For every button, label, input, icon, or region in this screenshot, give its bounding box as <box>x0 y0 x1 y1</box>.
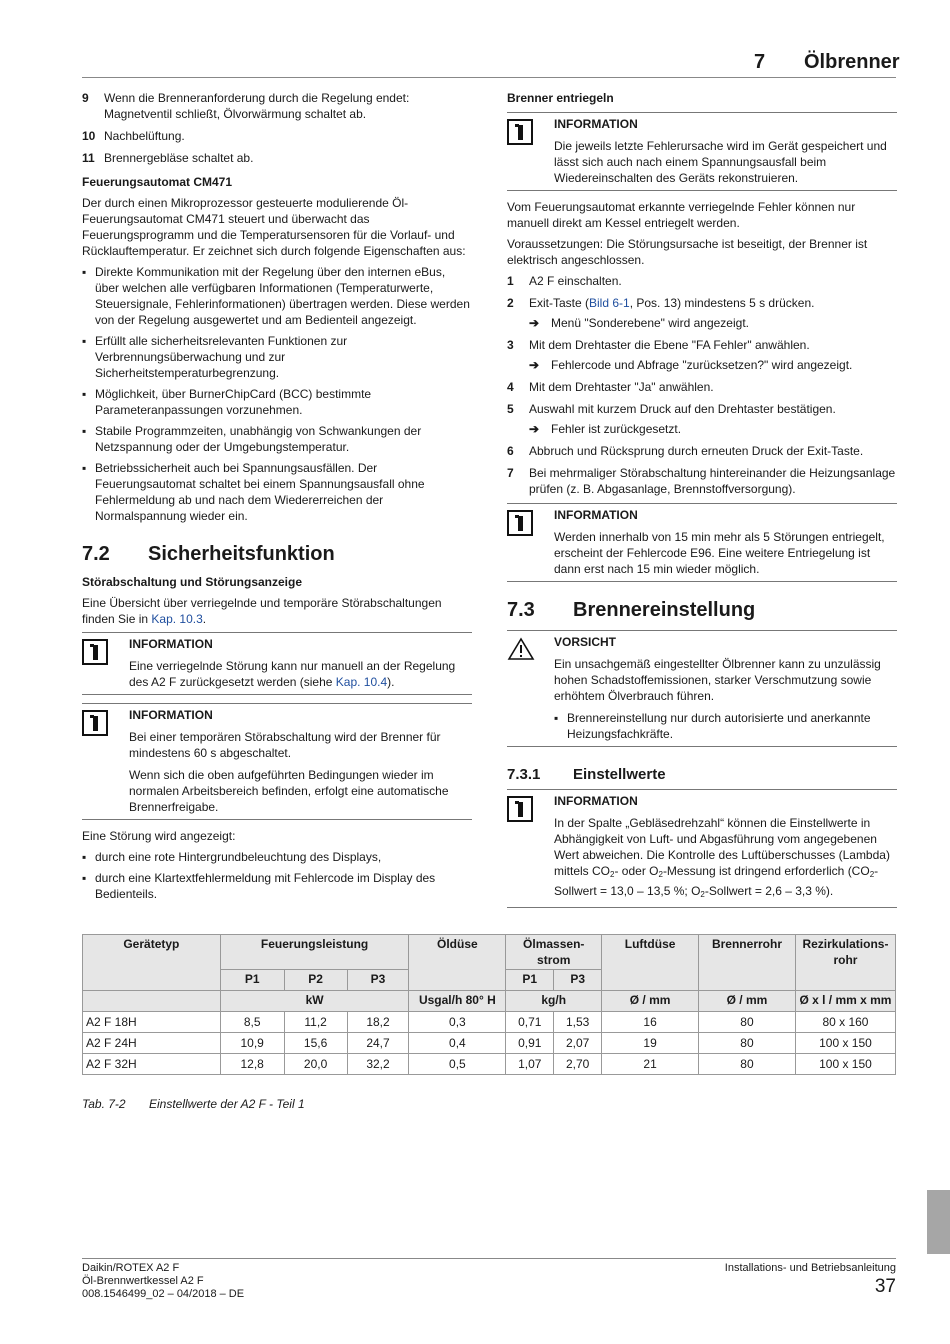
table-row: A2 F 18H 8,5 11,2 18,2 0,3 0,71 1,53 16 80 80 x 160 <box>83 1012 896 1033</box>
th-oelmassenstrom: Ölmassen-strom <box>506 935 602 970</box>
info-icon <box>507 796 533 822</box>
footer-doc-type: Installations- und Betriebsanleitung <box>724 1262 896 1274</box>
th-m-p1: P1 <box>506 970 554 991</box>
step-item: 6 Abbruch und Rücksprung durch erneuten Druck der Exit-Taste. <box>507 444 864 458</box>
information-box <box>507 112 897 191</box>
table-row: A2 F 32H 12,8 20,0 32,2 0,5 1,07 2,70 21 80 100 x 150 <box>83 1054 896 1075</box>
step-item: 5 Auswahl mit kurzem Druck auf den Drehtaster bestätigen. <box>507 402 836 416</box>
step-item: 9 Wenn die Brenneranforderung durch die Regelung endet: Magnetventil schließt, Ölvorwärmung schaltet ab. <box>82 91 410 121</box>
info-text: In der Spalte „Gebläsedrehzahl“ können die Einstellwerte in Abhängigkeit von Luft- und Abgasführung vom angegebenen Wert abweichen. Die Kontrolle des Luftüberschusses (Lambda) mittels $CO_2-$ oder $O_2$-Messung ist dringend erforderlich ($CO_2$-Sollwert = 13,0 – 13,5 %; $O_2$-Sollwert = 2,6 – 3,3 %). <box>554 816 890 899</box>
th-unit-usgal: Usgal/h 80° H <box>409 991 506 1012</box>
settings-table <box>82 934 896 1075</box>
paragraph: Vom Feuerungsautomat erkannte verriegelnde Fehler können nur manuell direkt am Kessel entriegelt werden. <box>507 200 856 230</box>
th-p2: P2 <box>284 970 347 991</box>
table-caption: Tab. 7-2 Einstellwerte der A2 F - Teil 1 <box>82 1097 305 1111</box>
th-rezirkulationsrohr: Rezirkulations-rohr <box>795 935 895 991</box>
bullet-item: ▪ Betriebssicherheit auch bei Spannungsausfällen. Der Feuerungsautomat schaltet bei einem Spannungsausfall ohne Fehlermeldung ab und nach dem Wiedererreichen der Normalspannung wieder ein. <box>82 461 425 523</box>
link-kap-10-4[interactable]: Kap. 10.4 <box>335 675 388 689</box>
bullet-item: ▪ durch eine rote Hintergrundbeleuchtung des Displays, <box>82 850 382 864</box>
step-item: 3 Mit dem Drehtaster die Ebene "FA Fehler" anwählen. <box>507 338 810 352</box>
step-item: 2 Exit-Taste (Bild 6-1, Pos. 13) mindestens 5 s drücken. <box>507 296 815 310</box>
stoer-paragraph: Eine Übersicht über verriegelnde und temporäre Störabschaltungen finden Sie in Kap. 10.3. <box>82 596 442 626</box>
arrow-right-icon: ➔ <box>529 422 540 436</box>
cm471-heading: Feuerungsautomat CM471 <box>82 175 233 189</box>
th-brennerrohr: Brennerrohr <box>699 935 796 991</box>
th-unit-mmxmm: Ø x l / mm x mm <box>795 991 895 1012</box>
th-p3: P3 <box>347 970 409 991</box>
table-row: A2 F 24H 10,9 15,6 24,7 0,4 0,91 2,07 19 80 100 x 150 <box>83 1033 896 1054</box>
th-unit-kw: kW <box>220 991 409 1012</box>
warning-text: Ein unsachgemäß eingestellter Ölbrenner kann zu unzulässig hohen Schadstoffemissionen, starker Verschmutzung sowie erhöhtem Ölverbrauch führen. <box>554 657 881 703</box>
left-column <box>82 90 472 907</box>
th-p1: P1 <box>220 970 284 991</box>
step-item: 1 A2 F einschalten. <box>507 274 622 288</box>
info-icon <box>82 639 108 665</box>
info-text: Bei einer temporären Störabschaltung wird der Brenner für mindestens 60 s abgeschaltet. <box>129 730 441 760</box>
warning-icon <box>507 637 535 661</box>
info-heading: INFORMATION <box>554 508 638 522</box>
cm471-paragraph: Der durch einen Mikroprozessor gesteuerte modulierende Öl-Feuerungsautomat CM471 steuert und überwacht das Feuerungsprogramm und die Temperatursensoren für die Vorlauf- und Rücklauftemperatur. Er zeichnet sich durch folgende Eigenschaften aus: <box>82 196 466 258</box>
th-feuerungsleistung: Feuerungsleistung <box>220 935 409 970</box>
information-box <box>82 703 472 820</box>
result-item: ➔ Menü "Sonderebene" wird angezeigt. <box>529 316 749 330</box>
section-heading-7-2: 7.2 Sicherheitsfunktion <box>82 543 335 565</box>
page-number: 37 <box>874 1276 896 1297</box>
link-bild-6-1[interactable]: Bild 6-1 <box>589 296 630 310</box>
th-unit-mm: Ø / mm <box>602 991 699 1012</box>
info-heading: INFORMATION <box>554 794 638 808</box>
th-m-p3: P3 <box>554 970 602 991</box>
th-unit-mm: Ø / mm <box>699 991 796 1012</box>
footer-left: Daikin/ROTEX A2 F Öl-Brennwertkessel A2 F 008.1546499_02 – 04/2018 – DE <box>82 1262 245 1300</box>
info-icon <box>507 119 533 145</box>
info-icon <box>82 710 108 736</box>
section-heading-7-3-1: 7.3.1 Einstellwerte <box>507 766 666 783</box>
link-kap-10-3[interactable]: Kap. 10.3 <box>151 612 203 626</box>
stoer-heading: Störabschaltung und Störungsanzeige <box>82 575 303 589</box>
warning-box <box>507 630 897 747</box>
result-item: ➔ Fehler ist zurückgesetzt. <box>529 422 682 436</box>
step-item: 7 Bei mehrmaliger Störabschaltung hintereinander die Heizungsanlage prüfen (z. B. Abgasanlage, Brennstoffversorgung). <box>507 466 896 496</box>
anzeige-paragraph: Eine Störung wird angezeigt: <box>82 829 236 843</box>
info-text: Eine verriegelnde Störung kann nur manuell an der Regelung des A2 F zurückgesetzt werden (siehe Kap. 10.4). <box>129 659 456 689</box>
chapter-number: 7 <box>754 51 766 73</box>
chapter-tab-marker <box>927 1190 950 1254</box>
th-unit-kgh: kg/h <box>506 991 602 1012</box>
footer-divider <box>82 1258 896 1259</box>
info-heading: INFORMATION <box>554 117 638 131</box>
step-item: 10 Nachbelüftung. <box>82 129 185 143</box>
result-item: ➔ Fehlercode und Abfrage "zurücksetzen?" wird angezeigt. <box>529 358 853 372</box>
th-geraetetyp: Gerätetyp <box>83 935 221 991</box>
arrow-right-icon: ➔ <box>529 316 540 330</box>
chapter-title: Ölbrenner <box>804 51 900 73</box>
info-heading: INFORMATION <box>129 637 213 651</box>
information-box <box>507 789 897 908</box>
information-box <box>82 632 472 695</box>
info-icon <box>507 510 533 536</box>
bullet-item: ▪ durch eine Klartextfehlermeldung mit Fehlercode im Display des Bedienteils. <box>82 871 436 901</box>
step-item: 11 Brennergebläse schaltet ab. <box>82 151 254 165</box>
bullet-item: ▪ Erfüllt alle sicherheitsrelevanten Funktionen zur Verbrennungsüberwachung und zur Sicherheitstemperaturbegrenzung. <box>82 334 348 380</box>
section-heading-7-3: 7.3 Brennereinstellung <box>507 599 756 621</box>
info-text: Wenn sich die oben aufgeführten Bedingungen wieder im normalen Arbeitsbereich befinden, erfolgt eine automatische Brennerfreigabe. <box>129 768 449 814</box>
right-column <box>507 90 897 916</box>
th-oelduese: Öldüse <box>409 935 506 991</box>
bullet-item: ▪ Möglichkeit, über BurnerChipCard (BCC) bestimmte Parameteranpassungen vorzunehmen. <box>82 387 372 417</box>
header-divider <box>82 77 896 78</box>
bullet-item: ▪ Brennereinstellung nur durch autorisierte und anerkannte Heizungsfachkräfte. <box>554 711 871 741</box>
paragraph: Voraussetzungen: Die Störungsursache ist beseitigt, der Brenner ist elektrisch angeschlossen. <box>507 237 868 267</box>
warning-heading: VORSICHT <box>554 635 617 649</box>
information-box <box>507 503 897 582</box>
info-text: Die jeweils letzte Fehlerursache wird im Gerät gespeichert und lässt sich auch nach einem Spannungsausfall beim Wiedereinschalten des Geräts rekonstruieren. <box>554 139 887 185</box>
info-heading: INFORMATION <box>129 708 213 722</box>
step-item: 4 Mit dem Drehtaster "Ja" anwählen. <box>507 380 714 394</box>
entriegeln-heading: Brenner entriegeln <box>507 91 614 105</box>
bullet-item: ▪ Direkte Kommunikation mit der Regelung über den internen eBus, über welchen alle verfügbaren Informationen (Temperaturwerte, Steuersignale, Fehlerinformationen) übertragen werden. Diese werden von der Regelung ausgewertet und am Bedienteil angezeigt. <box>82 265 470 327</box>
info-text: Werden innerhalb von 15 min mehr als 5 Störungen entriegelt, erscheint der Fehlercode E96. Eine weitere Entriegelung ist dann erst nach 15 min wieder möglich. <box>554 530 885 576</box>
arrow-right-icon: ➔ <box>529 358 540 372</box>
bullet-item: ▪ Stabile Programmzeiten, unabhängig von Schwankungen der Netzspannung oder der Umgebungstemperatur. <box>82 424 422 454</box>
th-luftduese: Luftdüse <box>602 935 699 991</box>
